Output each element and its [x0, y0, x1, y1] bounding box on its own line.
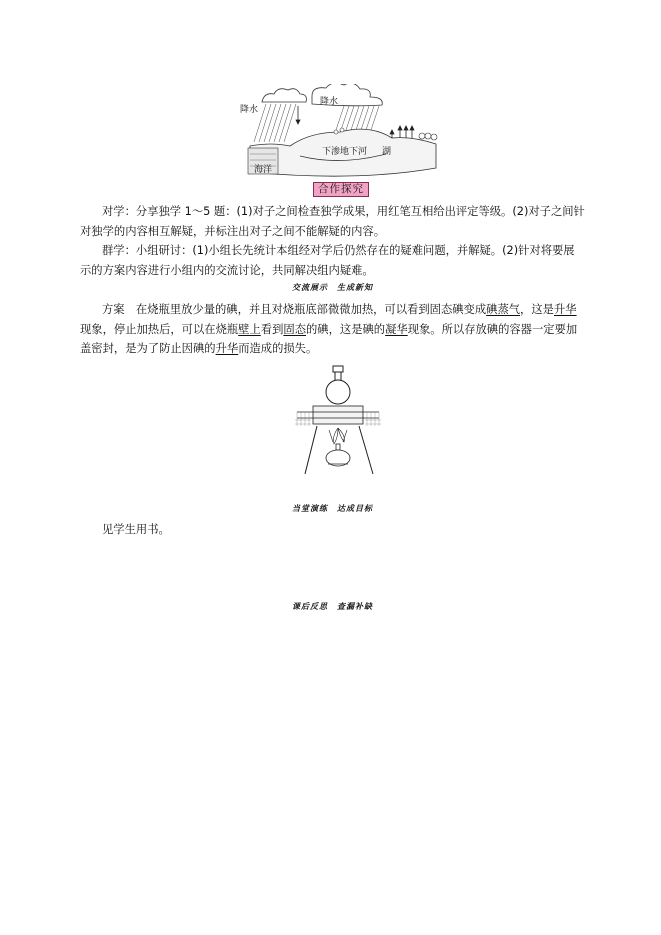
label-rain-left: 降水	[240, 105, 259, 115]
paragraph-group-study: 群学：小组研讨：(1)小组长先统计本组经对学后仍然存在的疑难问题，并解疑。(2)针对将要展示的方案内容进行小组内的交流讨论，共同解决组内疑难。	[80, 244, 575, 277]
label-ocean: 海洋	[254, 165, 273, 175]
paragraph-pair-study: 对学：分享独学 1～5 题：(1)对子之间检查独学成果，用红笔互相给出评定等级。(2)对子之间针对独学的内容相互解疑，并标注出对子之间不能解疑的内容。	[80, 205, 585, 238]
scheme-paragraph: 方案 在烧瓶里放少量的碘，并且对烧瓶底部微微加热，可以看到固态碘变成碘蒸气，这是升华现象，停止加热后，可以在烧瓶壁上看到固态的碘，这是碘的凝华现象。所以存放碘的容器一定要加盖密封，是为了防止因碘的升华而造成的损失。	[80, 303, 578, 355]
section-exchange-title: 交流展示 生成新知	[292, 282, 373, 292]
blank-deposition: 凝华	[385, 322, 408, 336]
flame-icon	[329, 428, 347, 444]
cloud-left-icon	[262, 89, 306, 102]
section-practice-title: 当堂演练 达成目标	[292, 503, 373, 513]
blank-sublimation-2: 升华	[215, 342, 239, 355]
flask-heating-figure	[293, 364, 383, 476]
label-underground: 下渗地下河	[322, 147, 368, 157]
blank-wall: 壁上	[238, 322, 261, 336]
blank-solid: 固态	[283, 322, 306, 336]
flask-icon	[326, 366, 350, 404]
section-reflection-title: 课后反思 查漏补缺	[292, 601, 373, 611]
scheme-label: 方案	[102, 303, 125, 316]
ring-stand	[297, 406, 379, 424]
label-rain-right: 降水	[320, 97, 339, 107]
water-cycle-figure	[240, 84, 440, 180]
see-student-book: 见学生用书。	[102, 523, 170, 536]
blank-iodine-vapor: 碘蒸气	[486, 303, 521, 316]
cooperation-badge: 合作探究	[313, 182, 369, 197]
alcohol-lamp-icon	[326, 444, 350, 466]
label-lake: 湖	[382, 147, 392, 157]
blank-sublimation: 升华	[553, 303, 577, 316]
